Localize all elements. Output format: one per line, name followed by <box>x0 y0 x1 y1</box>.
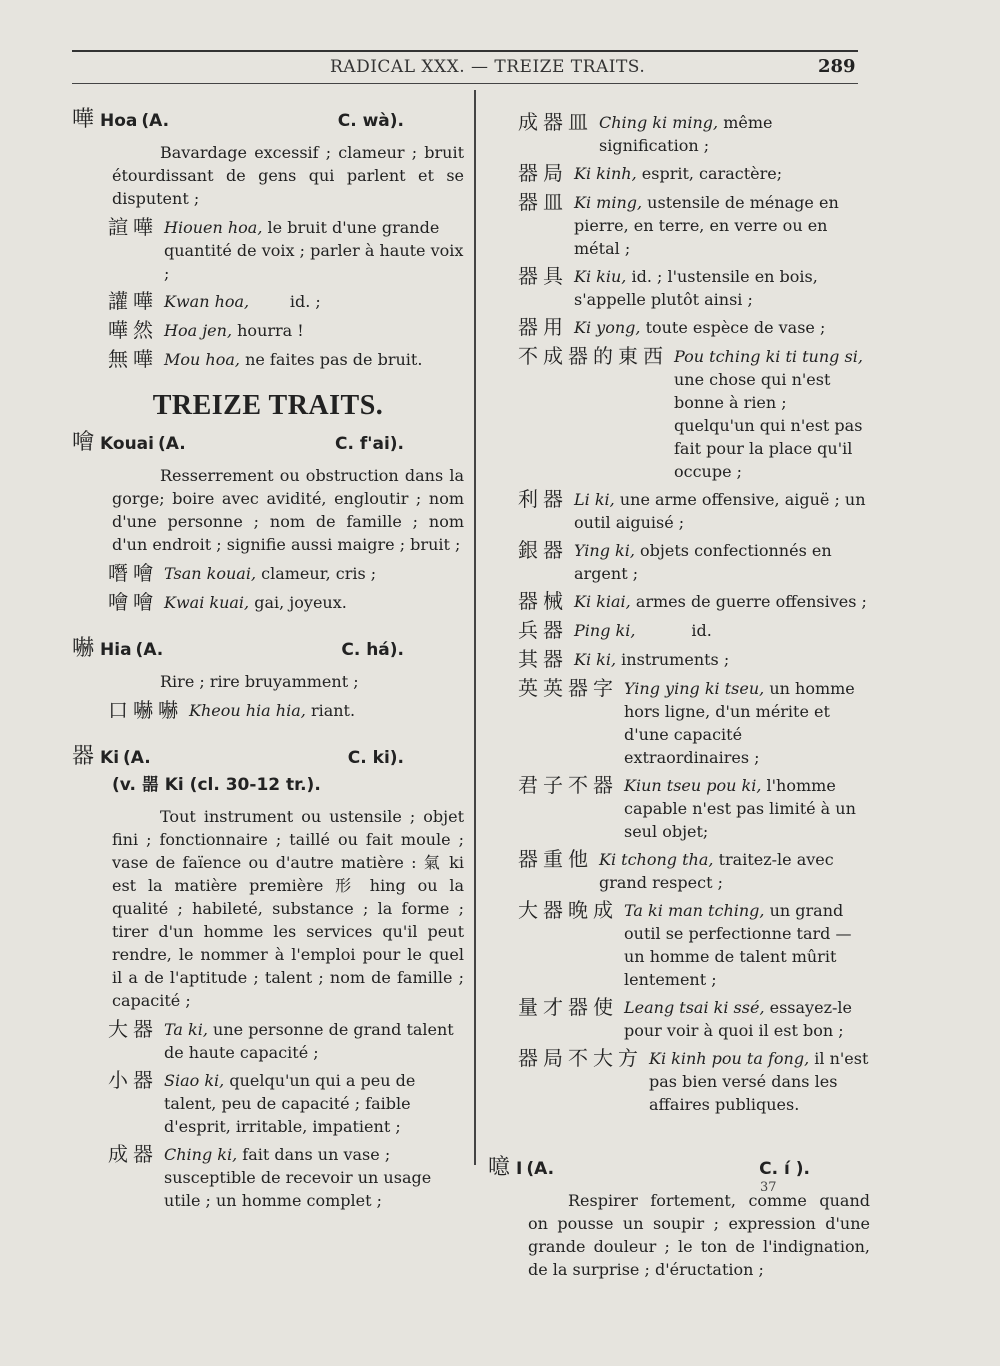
example-romanization: Li ki, <box>574 490 615 509</box>
entry-name: I <box>516 1159 523 1179</box>
section-title: TREIZE TRAITS. <box>152 390 384 421</box>
example-romanization: Pou tching ki ti tung si, <box>674 347 863 366</box>
example-romanization: Ta ki, <box>164 1020 208 1039</box>
entry-definition: Tout instrument ou ustensile ; objet fini ; fonctionnaire ; taillé ou fait moule ; vase de faïence ou d'autre matière : 氣 ki est la matière première 形 hing ou la qualité ; habileté, substance ; la forme ; tirer d'un homme les services qu'il peut rendre, le nommer à l'emploi pour le quel il a de l'aptitude ; talent ; nom de famille ; capacité ; <box>112 807 464 1010</box>
example-romanization: Ping ki, <box>574 621 636 640</box>
example <box>488 588 870 614</box>
entry-head <box>72 745 464 770</box>
entry-i <box>488 1156 870 1281</box>
example <box>488 486 870 534</box>
signature-mark: 37 <box>760 1180 777 1195</box>
example <box>488 189 870 260</box>
example-romanization: Ki yong, <box>574 318 641 337</box>
entry-character: 嚇 <box>72 636 95 661</box>
example-gloss: armes de guerre offensives ; <box>635 592 867 611</box>
example <box>488 109 870 157</box>
example-chars: 君子不器 <box>518 773 618 797</box>
column-divider <box>474 90 476 1165</box>
example <box>72 1067 464 1138</box>
example <box>72 346 464 372</box>
example-gloss: essayez-le pour voir à quoi il est bon ; <box>624 998 852 1040</box>
example-gloss: quelqu'un qui a peu de talent, peu de capacité ; faible d'esprit, irritable, impatient ; <box>164 1071 416 1136</box>
example-chars: 口嚇嚇 <box>108 698 183 722</box>
example-romanization: Ki tchong tha, <box>599 850 714 869</box>
example-romanization: Ying ki, <box>574 541 635 560</box>
example-gloss: une chose qui n'est bonne à rien ; quelqu'un qui n'est pas fait pour la place qu'il occupe ; <box>674 370 863 481</box>
example-chars: 噆噲 <box>108 561 158 585</box>
entry-ac: (A. <box>135 640 164 660</box>
example-gloss: hourra ! <box>237 321 304 340</box>
example-chars: 量才器使 <box>518 995 618 1019</box>
example-romanization: Hoa jen, <box>164 321 233 340</box>
example <box>488 1045 870 1116</box>
entry-ac: (A. <box>526 1159 555 1179</box>
example-chars: 其器 <box>518 647 568 671</box>
example <box>72 697 464 723</box>
example-gloss: l'homme capable n'est pas limité à un seul objet; <box>624 776 856 841</box>
entry-cantonese: C. há). <box>341 640 404 660</box>
entry-head <box>72 637 464 662</box>
entry-character: 器 <box>72 744 95 769</box>
entry-name: Hia <box>100 640 132 660</box>
example-chars: 兵器 <box>518 618 568 642</box>
example-gloss: ustensile de ménage en pierre, en terre, en verre ou en métal ; <box>574 193 839 258</box>
entry-head <box>72 108 464 133</box>
example <box>72 214 464 285</box>
example-romanization: Kiun tseu pou ki, <box>624 776 762 795</box>
example-chars: 嘩然 <box>108 318 158 342</box>
example <box>72 1141 464 1212</box>
entry-definition: Bavardage excessif ; clameur ; bruit étourdissant de gens qui parlent et se disputent ; <box>112 143 464 208</box>
right-column <box>488 106 870 1285</box>
example-chars: 利器 <box>518 487 568 511</box>
entry-cantonese: C. í ). <box>759 1159 810 1179</box>
top-rule <box>72 50 858 52</box>
example-gloss: une personne de grand talent de haute capacité ; <box>164 1020 454 1062</box>
example <box>488 846 870 894</box>
header-rule <box>72 83 858 84</box>
example <box>488 537 870 585</box>
example-gloss: un homme hors ligne, d'un mérite et d'une capacité extraordinaires ; <box>624 679 855 767</box>
entry-hia <box>72 637 464 723</box>
entry-definition: Rire ; rire bruyamment ; <box>160 672 359 691</box>
entry-name: Kouai <box>100 434 154 454</box>
example-gloss: fait dans un vase ; susceptible de recevoir un usage utile ; un homme complet ; <box>164 1145 432 1210</box>
entry-hoa <box>72 108 464 372</box>
example-chars: 英英器字 <box>518 676 618 700</box>
example <box>72 560 464 586</box>
example-romanization: Leang tsai ki ssé, <box>624 998 765 1017</box>
example <box>72 589 464 615</box>
example-gloss: esprit, caractère; <box>641 164 783 183</box>
example-gloss: le bruit d'une grande quantité de voix ; parler à haute voix ; <box>164 218 464 283</box>
example-romanization: Kheou hia hia, <box>189 701 306 720</box>
example-chars: 器皿 <box>518 190 568 214</box>
example-chars: 器局 <box>518 161 568 185</box>
example-chars: 諠嘩 <box>108 215 158 239</box>
example-romanization: Ki ming, <box>574 193 643 212</box>
example-chars: 器具 <box>518 264 568 288</box>
ki-compounds <box>488 109 870 1116</box>
entry-ki <box>72 745 464 1212</box>
example-romanization: Ying ying ki tseu, <box>624 679 765 698</box>
example <box>72 288 464 314</box>
example-chars: 無嘩 <box>108 347 158 371</box>
entry-name: Ki <box>100 748 120 768</box>
example-gloss: instruments ; <box>621 650 730 669</box>
example-gloss: clameur, cris ; <box>261 564 377 583</box>
example-gloss: un grand outil se perfectionne tard — un homme de talent mûrit lentement ; <box>624 901 852 989</box>
example-romanization: Siao ki, <box>164 1071 225 1090</box>
example-romanization: Kwan hoa, <box>164 292 250 311</box>
entry-name: Hoa <box>100 111 138 131</box>
entry-head <box>72 431 464 456</box>
entry-character: 嘩 <box>72 107 95 132</box>
example-chars: 器械 <box>518 589 568 613</box>
example <box>72 317 464 343</box>
example <box>488 263 870 311</box>
example-romanization: Hiouen hoa, <box>164 218 263 237</box>
example-chars: 成器 <box>108 1142 158 1166</box>
example-romanization: Tsan kouai, <box>164 564 257 583</box>
left-column <box>72 108 464 1212</box>
example-chars: 不成器的東西 <box>518 344 668 368</box>
entry-definition: Resserrement ou obstruction dans la gorge; boire avec avidité, engloutir ; nom d'une personne ; nom de famille ; nom d'un endroit ; signifie aussi maigre ; bruit ; <box>112 466 464 554</box>
example-romanization: Ki kiu, <box>574 267 627 286</box>
example-gloss: riant. <box>310 701 356 720</box>
page-number: 289 <box>818 56 856 77</box>
example <box>488 772 870 843</box>
entry-head <box>488 1156 870 1181</box>
example-gloss: toute espèce de vase ; <box>645 318 826 337</box>
example-romanization: Ki kiai, <box>574 592 631 611</box>
entry-ac: (A. <box>157 434 186 454</box>
entry-definition: Respirer fortement, comme quand on pousse un soupir ; expression d'une grande douleur ; le ton de l'indignation, de la surprise ; d'éructation ; <box>528 1191 870 1279</box>
example-gloss: id. <box>691 621 712 640</box>
example-chars: 器用 <box>518 315 568 339</box>
example-gloss: id. ; <box>289 292 321 311</box>
example-romanization: Ki ki, <box>574 650 617 669</box>
example-gloss: gai, joyeux. <box>254 593 347 612</box>
example <box>488 343 870 483</box>
example-romanization: Ching ki ming, <box>599 113 719 132</box>
example-romanization: Ta ki man tching, <box>624 901 765 920</box>
example-romanization: Mou hoa, <box>164 350 240 369</box>
example-romanization: Ching ki, <box>164 1145 238 1164</box>
example <box>488 314 870 340</box>
example-gloss: il n'est pas bien versé dans les affaires publiques. <box>649 1049 869 1114</box>
example-gloss: une arme offensive, aiguë ; un outil aiguisé ; <box>574 490 866 532</box>
example-romanization: Ki kinh, <box>574 164 637 183</box>
entry-character: 噲 <box>72 430 95 455</box>
example-chars: 小器 <box>108 1068 158 1092</box>
example-gloss: objets confectionnés en argent ; <box>574 541 832 583</box>
example <box>72 1016 464 1064</box>
entry-character: 噫 <box>488 1155 511 1180</box>
example-gloss: même signification ; <box>599 113 773 155</box>
example <box>488 160 870 186</box>
entry-ac: (A. <box>141 111 170 131</box>
example-chars: 器局不大方 <box>518 1046 643 1070</box>
example <box>488 617 870 643</box>
entry-cantonese: C. ki). <box>347 748 404 768</box>
entry-kouai <box>72 431 464 615</box>
example-romanization: Ki kinh pou ta fong, <box>649 1049 810 1068</box>
example-chars: 銀器 <box>518 538 568 562</box>
example <box>488 994 870 1042</box>
example-chars: 成器皿 <box>518 110 593 134</box>
example-romanization: Kwai kuai, <box>164 593 250 612</box>
entry-variant: (v. 噐 Ki (cl. 30-12 tr.). <box>112 775 321 795</box>
example <box>488 646 870 672</box>
entry-cantonese: C. f'ai). <box>335 434 404 454</box>
example-chars: 噲噲 <box>108 590 158 614</box>
example-gloss: id. ; l'ustensile en bois, s'appelle plutôt ainsi ; <box>574 267 818 309</box>
example-chars: 器重他 <box>518 847 593 871</box>
example-gloss: ne faites pas de bruit. <box>245 350 423 369</box>
example-gloss: traitez-le avec grand respect ; <box>599 850 834 892</box>
example-chars: 讙嘩 <box>108 289 158 313</box>
entry-cantonese: C. wà). <box>337 111 404 131</box>
example-chars: 大器晚成 <box>518 898 618 922</box>
running-head: RADICAL XXX. — TREIZE TRAITS. <box>330 57 646 77</box>
entry-ac: (A. <box>123 748 151 768</box>
example <box>488 897 870 991</box>
example-chars: 大器 <box>108 1017 158 1041</box>
example <box>488 675 870 769</box>
